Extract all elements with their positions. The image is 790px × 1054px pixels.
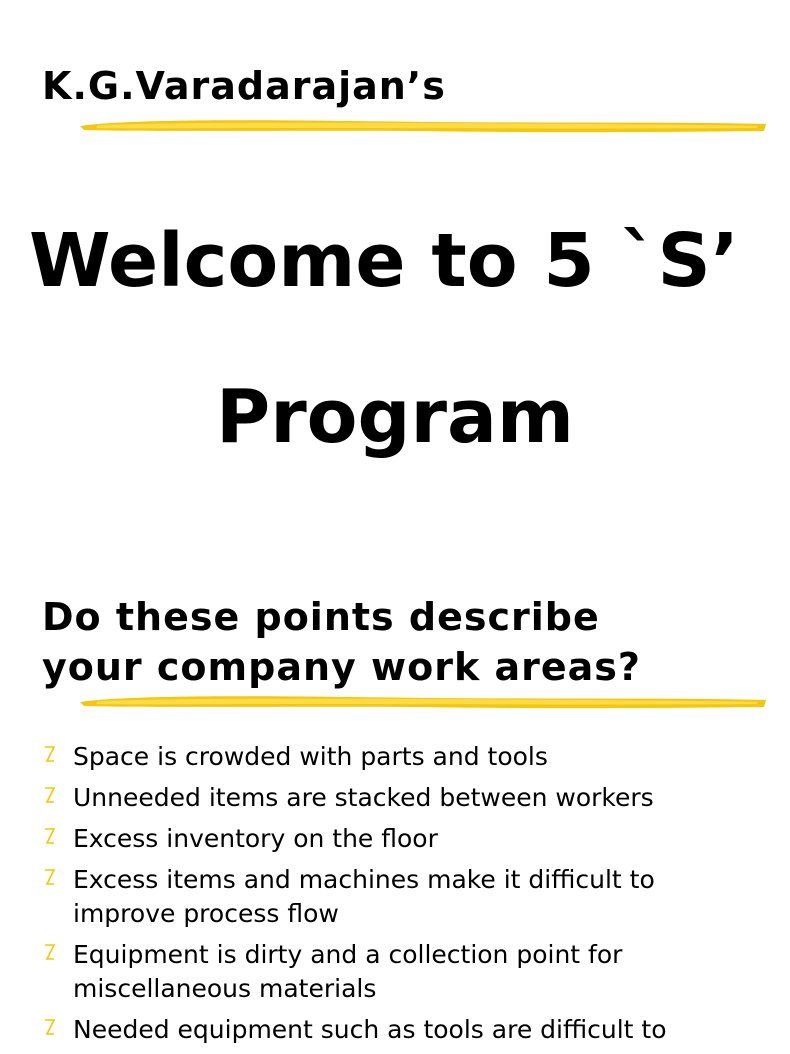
z-bullet-icon [44, 944, 55, 961]
z-bullet-icon [44, 869, 55, 886]
z-bullet-icon [44, 828, 55, 845]
title-line-1: Welcome to 5 `S’ [29, 218, 739, 304]
highlighter-divider-top [78, 114, 768, 136]
list-item [44, 863, 764, 931]
bullet-list [44, 740, 764, 1054]
question-line-2: your company work areas? [42, 645, 641, 689]
z-bullet-icon [44, 787, 55, 804]
list-item [44, 740, 764, 774]
bullet-text-line-1: Space is crowded with parts and tools [73, 742, 548, 771]
bullet-text-line-2: miscellaneous materials [73, 974, 377, 1003]
bullet-text-line-1: Needed equipment such as tools are difficult to [73, 1015, 667, 1044]
list-item [44, 1013, 764, 1047]
bullet-text-line-2: improve process flow [73, 899, 339, 928]
highlighter-divider-bottom [78, 690, 768, 712]
bullet-text-line-1: Excess inventory on the floor [73, 824, 438, 853]
author-heading: K.G.Varadarajan’s [42, 64, 446, 108]
question-heading [42, 592, 641, 692]
title-line-2: Program [215, 374, 575, 460]
list-item [44, 781, 764, 815]
bullet-text-line-1: Excess items and machines make it difficult to [73, 865, 655, 894]
z-bullet-icon [44, 1019, 55, 1036]
question-line-1: Do these points describe [42, 595, 600, 639]
bullet-text-line-1: Unneeded items are stacked between workers [73, 783, 654, 812]
list-item [44, 938, 764, 1006]
list-item [44, 822, 764, 856]
z-bullet-icon [44, 746, 55, 763]
bullet-text-line-1: Equipment is dirty and a collection point for [73, 940, 623, 969]
